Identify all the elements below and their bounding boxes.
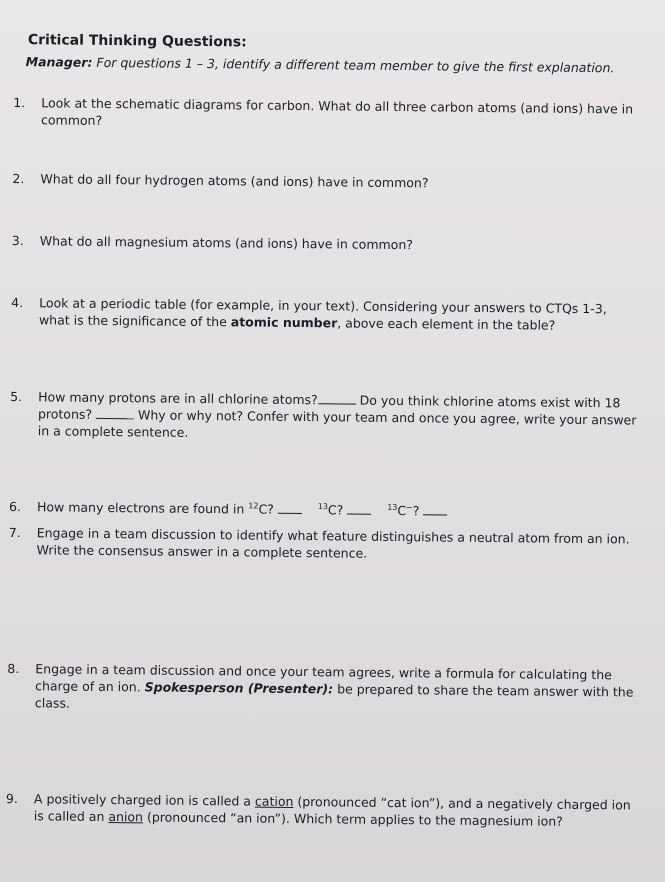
question-text: Engage in a team discussion and once your team agrees, write a formula for calculating the charge of an ion. Spokesperson (Presenter): be prepared to share the team answer with the class.	[34, 661, 634, 711]
question-text: Look at the schematic diagrams for carbon. What do all three carbon atoms (and ions) have in common?	[41, 95, 634, 128]
question-number: 1.	[13, 94, 26, 111]
question-1	[13, 94, 643, 135]
question-text: How many electrons are found in $^{12}$C? $^{13}$C? $^{13}$C−?	[37, 498, 639, 521]
question-8	[7, 660, 637, 718]
question-text: What do all four hydrogen atoms (and ions) have in common?	[40, 171, 429, 191]
question-4	[11, 294, 641, 335]
question-number: 8.	[7, 660, 20, 677]
answer-blank[interactable]	[96, 417, 134, 419]
question-number: 4.	[11, 294, 24, 311]
manager-text: For questions 1 – 3, identify a different team member to give the first explanation.	[96, 54, 615, 76]
cation-term: cation	[254, 793, 294, 809]
question-number: 2.	[12, 170, 25, 187]
question-7	[8, 524, 638, 565]
answer-blank[interactable]	[318, 402, 356, 404]
answer-blank[interactable]	[423, 513, 447, 515]
question-text: A positively charged ion is called a cation (pronounced “cat ion”), and a negatively charged ion is called an anion (pronounced “an ion”). Which term applies to the magnesium ion?	[33, 791, 631, 829]
question-2	[12, 170, 642, 194]
question-text: How many protons are in all chlorine atoms? Do you think chlorine atoms exist with 18 protons? Why or why not? Confer with your team and once you agree, write your answer in a complete sentence.	[37, 389, 637, 440]
question-number: 3.	[11, 232, 24, 249]
atomic-number-term: atomic number	[230, 314, 338, 331]
question-number: 7.	[8, 524, 21, 541]
anion-term: anion	[108, 809, 144, 825]
answer-blank[interactable]	[278, 512, 302, 514]
manager-instruction	[26, 54, 654, 77]
worksheet-sheet	[5, 32, 654, 829]
manager-label: Manager:	[25, 54, 93, 70]
question-text: What do all magnesium atoms (and ions) have in common?	[39, 233, 414, 253]
question-6	[9, 498, 639, 522]
question-text: Look at a periodic table (for example, in your text). Considering your answers to CTQs 1-3, what is the significance of the atomic number, above each element in the table?	[38, 295, 607, 333]
question-text: Engage in a team discussion to identify what feature distinguishes a neutral atom from an ion. Write the consensus answer in a complete sentence.	[36, 525, 630, 561]
question-5	[10, 388, 640, 446]
question-3	[12, 232, 642, 256]
section-heading: Critical Thinking Questions:	[27, 32, 247, 51]
spokesperson-label: Spokesperson (Presenter):	[144, 679, 334, 697]
question-number: 6.	[8, 498, 22, 515]
question-number: 5.	[10, 388, 23, 405]
question-9	[6, 790, 636, 831]
answer-blank[interactable]	[347, 513, 371, 515]
question-number: 9.	[5, 790, 18, 807]
